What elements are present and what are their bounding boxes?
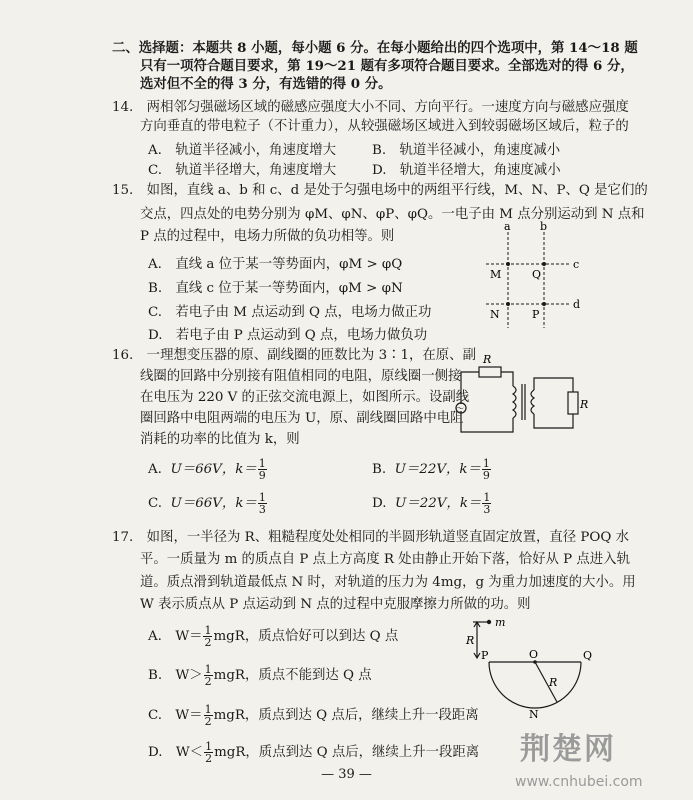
- fraction: $\frac{1}{9}$: [482, 457, 490, 482]
- q17-option-d: D. W＜ $\frac{1}{2}$ mgR，质点到达 Q 点后，继续上升一段距离: [148, 740, 480, 765]
- q17-line-3: 道。质点滑到轨道最低点 N 时，对轨道的压力为 4mg，g 为重力加速度的大小。用: [140, 575, 636, 590]
- fraction: $\frac{1}{2}$: [204, 624, 212, 649]
- q15-line-3: P 点的过程中，电场力所做的负功相等。则: [140, 229, 395, 244]
- q15-line-2: 交点，四点处的电势分别为 φM、φN、φP、φQ。一电子由 M 点分别运动到 N 点和: [140, 207, 645, 222]
- label-height-R: R: [466, 634, 475, 647]
- q16-option-a: A. U＝66V，k＝ $\frac{1}{9}$: [148, 457, 266, 482]
- q14-line-2: 方向垂直的带电粒子（不计重力），从较强磁场区域进入到较弱磁场区域后，粒子的: [140, 119, 629, 134]
- label-Q: Q: [532, 268, 542, 281]
- q14-option-a: A. 轨道半径减小，角速度增大: [148, 143, 337, 158]
- label-a: a: [504, 220, 511, 233]
- q14-option-c: C. 轨道半径增大，角速度增大: [148, 163, 337, 178]
- q16-option-d: D. U＝22V，k＝ $\frac{1}{3}$: [372, 491, 491, 516]
- q16-transformer-figure: [447, 352, 587, 442]
- section-line-3: 选对但不全的得 3 分，有选错的得 0 分。: [140, 76, 392, 92]
- label-r1: R: [483, 353, 492, 366]
- q15-option-b: B. 直线 c 位于某一等势面内，φM > φN: [148, 281, 403, 296]
- q17-line-2: 平。一质量为 m 的质点自 P 点上方高度 R 处由静止开始下落，恰好从 P 点进入轨: [140, 552, 630, 567]
- label-Q: Q: [583, 649, 593, 662]
- q14-option-d: D. 轨道半径增大，角速度减小: [372, 163, 561, 178]
- watermark-logo: 荆楚网: [520, 732, 616, 767]
- page-number: — 39 —: [321, 767, 372, 782]
- label-d: d: [573, 298, 581, 311]
- q17-option-b: B. W＞ $\frac{1}{2}$ mgR，质点不能到达 Q 点: [148, 663, 372, 688]
- q16-option-b: B. U＝22V，k＝ $\frac{1}{9}$: [372, 457, 490, 482]
- q17-line-1: 17. 如图，一半径为 R、粗糙程度处处相同的半圆形轨道竖直固定放置，直径 POQ 水: [112, 530, 630, 545]
- q16-option-c: C. U＝66V，k＝ $\frac{1}{3}$: [148, 491, 266, 516]
- label-O: O: [529, 648, 539, 661]
- section-line-2: 只有一项符合题目要求，第 19～21 题有多项符合题目要求。全部选对的得 6 分，: [140, 58, 634, 74]
- q15-option-a: A. 直线 a 位于某一等势面内，φM > φQ: [148, 257, 403, 272]
- label-N: N: [490, 308, 500, 321]
- fraction: $\frac{1}{9}$: [258, 457, 266, 482]
- q15-field-figure: [478, 220, 588, 332]
- q17-option-a: A. W＝ $\frac{1}{2}$ mgR，质点恰好可以到达 Q 点: [148, 624, 399, 649]
- q16-line-4: 圈回路中电阻两端的电压为 U，原、副线圈回路中电阻: [140, 411, 464, 426]
- label-radius-R: R: [549, 676, 558, 689]
- q15-option-d: D. 若电子由 P 点运动到 Q 点，电场力做负功: [148, 328, 428, 343]
- q15-line-1: 15. 如图，直线 a、b 和 c、d 是处于匀强电场中的两组平行线，M、N、P、Q 是它们的: [112, 183, 648, 198]
- label-c: c: [573, 258, 580, 271]
- q14-option-b: B. 轨道半径减小，角速度减小: [372, 143, 561, 158]
- q17-line-4: W 表示质点从 P 点运动到 N 点的过程中克服摩擦力所做的功。则: [140, 597, 531, 612]
- q15-option-c: C. 若电子由 M 点运动到 Q 点，电场力做正功: [148, 305, 432, 320]
- fraction: $\frac{1}{2}$: [204, 663, 212, 688]
- q16-line-5: 消耗的功率的比值为 k，则: [140, 432, 300, 447]
- section-line-1: 二、选择题：本题共 8 小题，每小题 6 分。在每小题给出的四个选项中，第 14～18 题: [112, 40, 638, 56]
- fraction: $\frac{1}{3}$: [258, 491, 266, 516]
- q16-line-2: 线圈的回路中分别接有阻值相同的电阻，原线圈一侧接: [140, 369, 462, 384]
- q16-line-1: 16. 一理想变压器的原、副线圈的匝数比为 3∶1，在原、副: [112, 348, 476, 363]
- label-P: P: [481, 649, 489, 662]
- label-N: N: [529, 708, 539, 721]
- label-M: M: [490, 268, 502, 281]
- ac-source-symbol: ～: [456, 404, 464, 413]
- fraction: $\frac{1}{3}$: [483, 491, 491, 516]
- q14-line-1: 14. 两相邻匀强磁场区域的磁感应强度大小不同、方向平行。一速度方向与磁感应强度: [112, 100, 629, 115]
- fraction: $\frac{1}{2}$: [204, 703, 212, 728]
- label-m: m: [495, 616, 506, 629]
- q16-line-3: 在电压为 220 V 的正弦交流电源上，如图所示。设副线: [140, 390, 470, 405]
- label-P: P: [532, 308, 540, 321]
- fraction: $\frac{1}{2}$: [205, 740, 213, 765]
- q17-track-figure: [465, 614, 595, 722]
- q17-option-c: C. W＝ $\frac{1}{2}$ mgR，质点到达 Q 点后，继续上升一段距离: [148, 703, 479, 728]
- label-r2: R: [580, 398, 589, 411]
- watermark-url: www.cnhubei.com: [515, 774, 643, 790]
- label-b: b: [540, 220, 548, 233]
